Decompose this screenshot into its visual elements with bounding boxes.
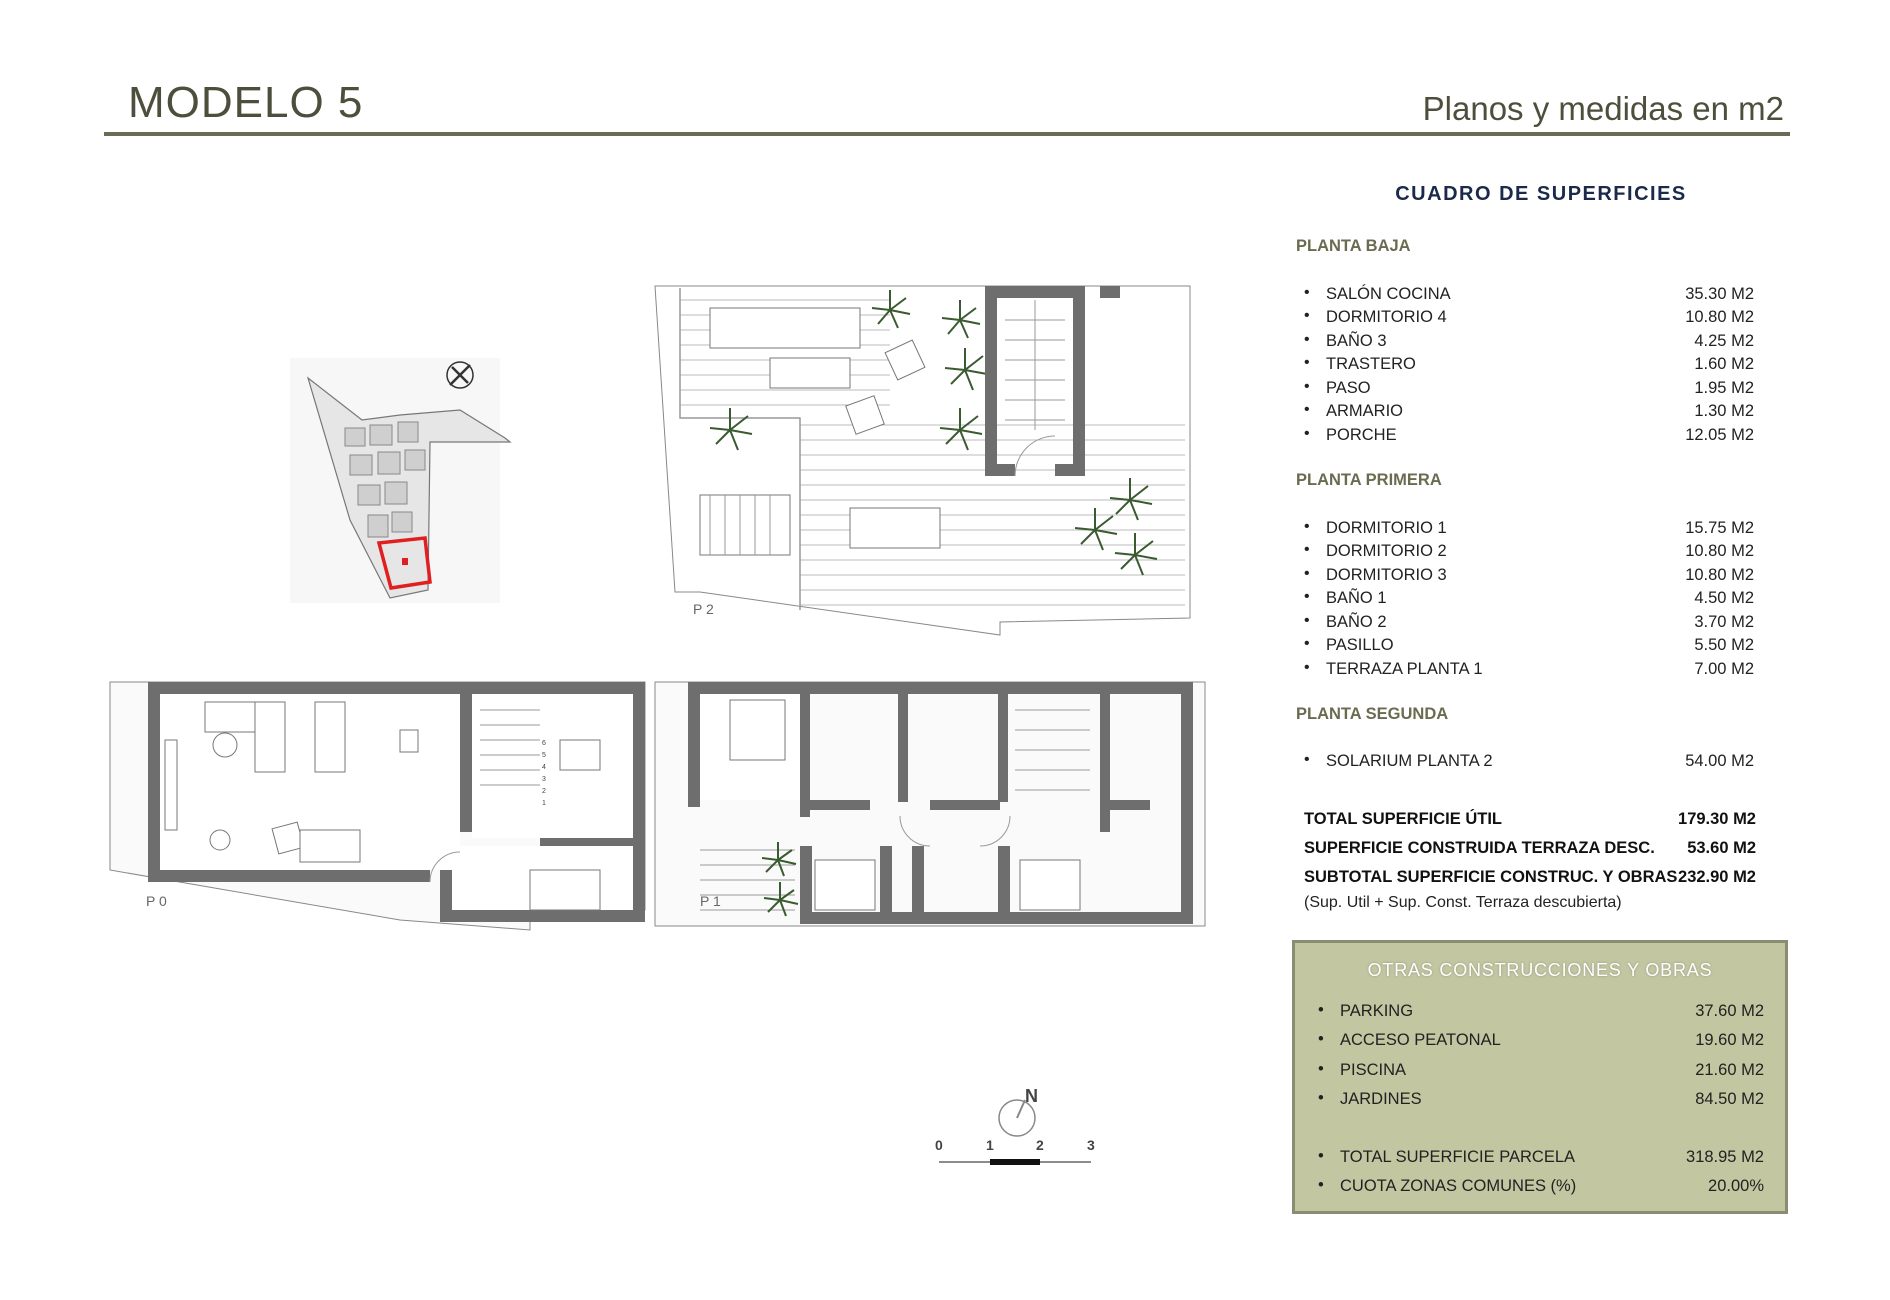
- list-item: • DORMITORIO 2 10.80 M2: [1304, 541, 1754, 560]
- stair-step-3: 3: [542, 776, 546, 783]
- list-item: • JARDINES 84.50 M2: [1318, 1089, 1764, 1108]
- bullet-icon: •: [1304, 307, 1310, 324]
- bullet-icon: •: [1318, 1001, 1324, 1019]
- bullet-icon: •: [1304, 518, 1310, 535]
- bullet-icon: •: [1304, 354, 1310, 371]
- bullet-icon: •: [1304, 612, 1310, 629]
- bullet-icon: •: [1304, 565, 1310, 582]
- totals-note: (Sup. Util + Sup. Const. Terraza descubierta): [1304, 894, 1622, 911]
- bullet-icon: •: [1304, 588, 1310, 605]
- stair-step-2: 2: [542, 788, 546, 795]
- scale-tick-0: 0: [935, 1137, 943, 1153]
- list-item: • SALÓN COCINA 35.30 M2: [1304, 284, 1754, 303]
- list-item: • DORMITORIO 3 10.80 M2: [1304, 565, 1754, 584]
- bullet-icon: •: [1304, 378, 1310, 395]
- floor-label-p0: P 0: [146, 893, 167, 909]
- list-item: • CUOTA ZONAS COMUNES (%) 20.00%: [1318, 1176, 1764, 1195]
- scale-tick-3: 3: [1087, 1137, 1095, 1153]
- list-item: • TERRAZA PLANTA 1 7.00 M2: [1304, 659, 1754, 678]
- scale-tick-2: 2: [1036, 1137, 1044, 1153]
- list-item: • ACCESO PEATONAL 19.60 M2: [1318, 1030, 1764, 1049]
- list-item: • PORCHE 12.05 M2: [1304, 425, 1754, 444]
- stair-step-1: 1: [542, 800, 546, 807]
- list-item: • SOLARIUM PLANTA 2 54.00 M2: [1304, 751, 1754, 770]
- section-planta-primera: PLANTA PRIMERA: [1296, 471, 1442, 489]
- section-planta-segunda: PLANTA SEGUNDA: [1296, 705, 1449, 723]
- list-item: • BAÑO 2 3.70 M2: [1304, 612, 1754, 631]
- bullet-icon: •: [1318, 1176, 1324, 1194]
- scale-tick-1: 1: [986, 1137, 994, 1153]
- plan-p2: [655, 286, 1190, 635]
- list-item: • PASILLO 5.50 M2: [1304, 635, 1754, 654]
- otras-construcciones-title: OTRAS CONSTRUCCIONES Y OBRAS: [1367, 960, 1713, 980]
- bullet-icon: •: [1304, 284, 1310, 301]
- list-item: • DORMITORIO 1 15.75 M2: [1304, 518, 1754, 537]
- floor-label-p1: P 1: [700, 893, 721, 909]
- floor-label-p2: P 2: [693, 601, 714, 617]
- bullet-icon: •: [1304, 331, 1310, 348]
- stair-step-6: 6: [542, 740, 546, 747]
- bullet-icon: •: [1304, 425, 1310, 442]
- bullet-icon: •: [1304, 541, 1310, 558]
- list-item: • BAÑO 3 4.25 M2: [1304, 331, 1754, 350]
- scale-bar: [935, 1137, 1095, 1165]
- bullet-icon: •: [1304, 635, 1310, 652]
- site-plan: [290, 358, 510, 603]
- bullet-icon: •: [1318, 1060, 1324, 1078]
- plan-p0: [110, 682, 645, 930]
- page-subtitle: Planos y medidas en m2: [1422, 90, 1784, 127]
- bullet-icon: •: [1304, 659, 1310, 676]
- section-planta-baja: PLANTA BAJA: [1296, 237, 1411, 255]
- list-item: • PARKING 37.60 M2: [1318, 1001, 1764, 1020]
- bullet-icon: •: [1304, 401, 1310, 418]
- page-title: MODELO 5: [128, 78, 364, 127]
- stair-step-5: 5: [542, 752, 546, 759]
- list-item: • BAÑO 1 4.50 M2: [1304, 588, 1754, 607]
- north-label: N: [1025, 1086, 1038, 1106]
- list-item: • DORMITORIO 4 10.80 M2: [1304, 307, 1754, 326]
- surfaces-table-title: CUADRO DE SUPERFICIES: [1395, 183, 1687, 205]
- list-item: • ARMARIO 1.30 M2: [1304, 401, 1754, 420]
- bullet-icon: •: [1318, 1030, 1324, 1048]
- list-item: • TOTAL SUPERFICIE PARCELA 318.95 M2: [1318, 1147, 1764, 1166]
- floor-plans-drawing: [100, 270, 1220, 1190]
- list-item: • PASO 1.95 M2: [1304, 378, 1754, 397]
- stair-step-4: 4: [542, 764, 546, 771]
- bullet-icon: •: [1304, 751, 1310, 768]
- north-arrow-icon: [999, 1086, 1038, 1136]
- bullet-icon: •: [1318, 1147, 1324, 1165]
- header-divider: [104, 132, 1790, 136]
- plan-p1: [655, 682, 1205, 926]
- bullet-icon: •: [1318, 1089, 1324, 1107]
- list-item: • PISCINA 21.60 M2: [1318, 1060, 1764, 1079]
- list-item: • TRASTERO 1.60 M2: [1304, 354, 1754, 373]
